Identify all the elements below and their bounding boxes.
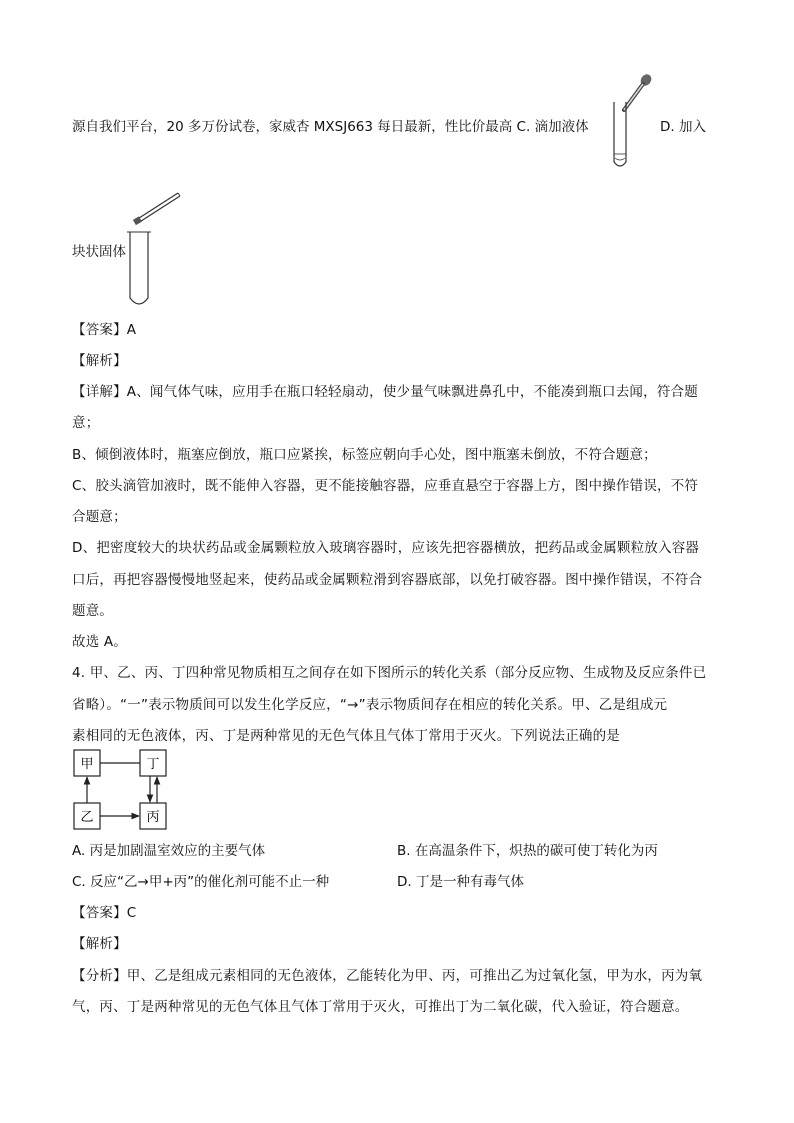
q3-detail-line: C、胶头滴管加液时，既不能伸入容器，更不能接触容器，应垂直悬空于容器上方，图中操作错误，不符 bbox=[72, 478, 699, 494]
q3-detail-line: 故选 A。 bbox=[72, 634, 128, 650]
promo-option-c-text: 源自我们平台，20 多万份试卷，家威杏 MXSJ663 每日最新，性比价最高 C. 滴加液体 bbox=[72, 119, 589, 135]
q3-detail-line: B、倾倒液体时，瓶塞应倒放，瓶口应紧挨，标签应朝向手心处，图中瓶塞未倒放，不符合题意； bbox=[72, 447, 657, 463]
label-yi: 乙 bbox=[80, 810, 94, 825]
q4-stem-line: 省略）。“一”表示物质间可以发生化学反应，“→”表示物质间存在相应的转化关系。甲、乙是组成元 bbox=[72, 697, 668, 713]
q4-analysis-heading: 【解析】 bbox=[72, 936, 127, 952]
q4-option-d: D. 丁是一种有毒气体 bbox=[397, 874, 524, 890]
label-bing: 丙 bbox=[146, 810, 160, 825]
q3-detail-line: 合题意； bbox=[72, 509, 127, 525]
option-d-prefix: D. 加入 bbox=[660, 119, 706, 135]
q4-stem-line: 4. 甲、乙、丙、丁四种常见物质相互之间存在如下图所示的转化关系（部分反应物、生成物及反应条件已 bbox=[72, 665, 707, 681]
q4-option-b: B. 在高温条件下，炽热的碳可使丁转化为丙 bbox=[397, 843, 658, 859]
q3-detail-line: 意； bbox=[72, 415, 100, 431]
q4-answer: 【答案】C bbox=[72, 905, 137, 921]
label-ding: 丁 bbox=[146, 757, 160, 772]
q4-analysis-line: 气，丙、丁是两种常见的无色气体且气体丁常用于灭火，可推出丁为二氧化碳，代入验证，符合题意。 bbox=[72, 999, 689, 1015]
q3-detail-line: 口后，再把容器慢慢地竖起来，使药品或金属颗粒滑到容器底部，以免打破容器。图中操作错误，不符合 bbox=[72, 572, 703, 588]
q3-answer: 【答案】A bbox=[72, 322, 137, 338]
q4-analysis-line: 【分析】甲、乙是组成元素相同的无色液体，乙能转化为甲、丙，可推出乙为过氧化氢，甲为水，丙为氧 bbox=[72, 968, 703, 984]
tweezers-test-tube-icon bbox=[124, 190, 184, 310]
q4-conversion-diagram bbox=[72, 748, 182, 838]
q3-detail-line: D、把密度较大的块状药品或金属颗粒放入玻璃容器时，应该先把容器横放，把药品或金属颗粒放入容器 bbox=[72, 540, 700, 556]
q3-detail-line: 题意。 bbox=[72, 603, 114, 619]
dropper-test-tube-icon bbox=[606, 72, 646, 172]
q3-analysis-heading: 【解析】 bbox=[72, 353, 127, 369]
option-d-suffix: 块状固体 bbox=[72, 244, 126, 260]
label-jia: 甲 bbox=[80, 757, 94, 772]
q4-option-c: C. 反应“乙→甲+丙”的催化剂可能不止一种 bbox=[72, 874, 330, 890]
q4-option-a: A. 丙是加剧温室效应的主要气体 bbox=[72, 843, 266, 859]
q4-stem-line: 素相同的无色液体，丙、丁是两种常见的无色气体且气体丁常用于灭火。下列说法正确的是 bbox=[72, 728, 620, 744]
q3-detail-line: 【详解】A、闻气体气味，应用手在瓶口轻轻扇动，使少量气味飘进鼻孔中，不能凑到瓶口去闻，符合题 bbox=[72, 384, 698, 400]
